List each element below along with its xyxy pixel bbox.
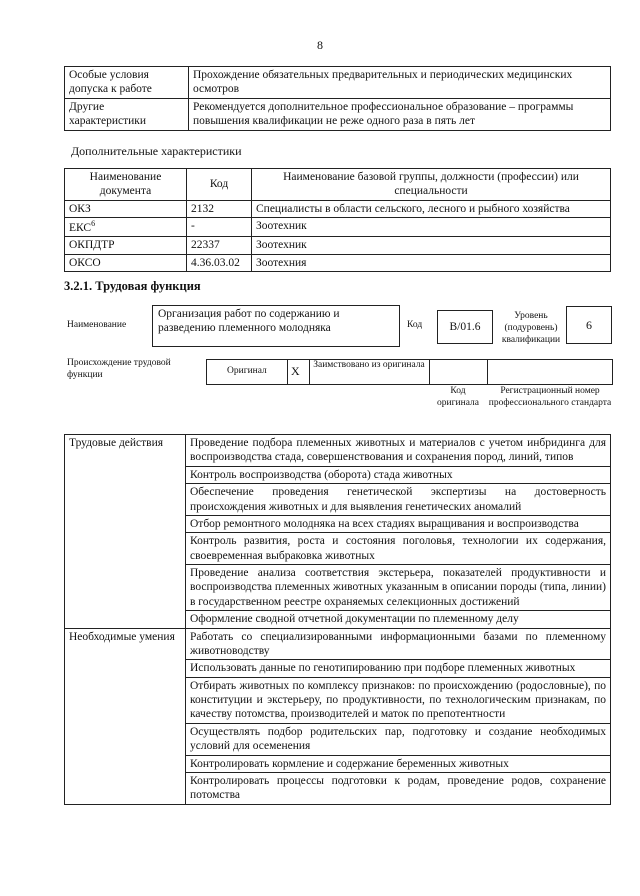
other-label: Другие характеристики — [65, 98, 189, 130]
list-item: Обеспечение проведения генетической экспертизы на достоверность происхождения животных и для выявления генетических аномалий — [186, 484, 611, 516]
section-title: 3.2.1. Трудовая функция — [64, 279, 201, 293]
name-cell: Зоотехник — [252, 218, 611, 237]
code-origin-caption: Код оригинала — [437, 386, 479, 408]
additional-table — [64, 168, 611, 272]
code-cell: - — [187, 218, 252, 237]
list-item: Контролировать кормление и содержание беременных животных — [186, 755, 611, 772]
code-value: B/01.6 — [449, 321, 481, 333]
list-item: Контролировать процессы подготовки к родам, проведение родов, сохранение потомства — [186, 772, 611, 804]
list-item: Отбирать животных по комплексу признаков: по происхождению (родословные), по конституции и экстерьеру, по продуктивности, по технологическим признакам, по качеству потомства, производителей и маток по препотентности — [186, 677, 611, 723]
list-item: Оформление сводной отчетной документации по племенному делу — [186, 611, 611, 628]
code-label: Код — [407, 320, 423, 330]
code-cell: 4.36.03.02 — [187, 254, 252, 271]
header-document: Наименование документа — [65, 169, 187, 201]
list-item: Осуществлять подбор родительских пар, подготовку и создание необходимых условий для осеменения — [186, 723, 611, 755]
doc-cell: ОКПДТР — [65, 237, 187, 254]
actions-label: Трудовые действия — [65, 435, 186, 629]
name-cell: Зоотехния — [252, 254, 611, 271]
list-item: Отбор ремонтного молодняка на всех стадиях выращивания и воспроизводства — [186, 515, 611, 532]
table-row — [65, 98, 611, 130]
other-value: Рекомендуется дополнительное профессиональное образование – программы повышения квалификации не реже одного раза в пять лет — [189, 98, 611, 130]
conditions-label: Особые условия допуска к работе — [65, 67, 189, 99]
code-cell: 2132 — [187, 200, 252, 217]
code-box — [437, 310, 493, 344]
list-item: Использовать данные по генотипированию при подборе племенных животных — [186, 660, 611, 677]
additional-title: Дополнительные характеристики — [71, 144, 242, 158]
conditions-value: Прохождение обязательных предварительных и периодических медицинских осмотров — [189, 67, 611, 99]
origin-box — [206, 359, 613, 385]
doc-cell: ОКСО — [65, 254, 187, 271]
table-row — [65, 254, 611, 271]
table-header-row — [65, 169, 611, 201]
labor-table — [64, 434, 611, 805]
doc-cell — [65, 218, 187, 237]
footnote-mark: 6 — [91, 219, 96, 229]
level-label: Уровень (подуровень) квалификации — [501, 311, 561, 345]
function-name-box — [152, 305, 400, 347]
reg-number-caption: Регистрационный номер профессионального стандарта — [488, 386, 612, 408]
name-label: Наименование — [67, 320, 127, 330]
header-name: Наименование базовой группы, должности (профессии) или специальности — [252, 169, 611, 201]
doc-cell: ОКЗ — [65, 200, 187, 217]
original-mark: X — [291, 364, 300, 378]
code-cell: 22337 — [187, 237, 252, 254]
level-value: 6 — [586, 318, 592, 332]
conditions-table — [64, 66, 611, 131]
list-item: Контроль развития, роста и состояния поголовья, технологии их содержания, своевременная выбраковка животных — [186, 533, 611, 565]
skills-label: Необходимые умения — [65, 628, 186, 804]
borrowed-label: Заимствовано из оригинала — [313, 360, 425, 370]
level-box — [566, 306, 612, 344]
table-row — [65, 628, 611, 660]
header-code: Код — [187, 169, 252, 201]
list-item: Проведение анализа соответствия экстерьера, показателей продуктивности и воспроизводства племенных животных указанным в описании породы (типа, линии) в государственном реестре охраняемых селекционных достижений — [186, 565, 611, 611]
list-item: Работать со специализированными информационными базами по племенному животноводству — [186, 628, 611, 660]
table-row — [65, 67, 611, 99]
table-row — [65, 435, 611, 467]
function-name: Организация работ по содержанию и разведению племенного молодняка — [158, 308, 340, 335]
table-row — [65, 200, 611, 217]
table-row — [65, 237, 611, 254]
name-cell: Специалисты в области сельского, лесного и рыбного хозяйства — [252, 200, 611, 217]
list-item: Проведение подбора племенных животных и материалов с учетом инбридинга для воспроизводства стада, совершенствования и сохранения пород, линий, типов — [186, 435, 611, 467]
page-number: 8 — [317, 38, 323, 52]
name-cell: Зоотехник — [252, 237, 611, 254]
original-label: Оригинал — [227, 366, 267, 376]
origin-label: Происхождение трудовой функции — [67, 358, 171, 380]
list-item: Контроль воспроизводства (оборота) стада животных — [186, 466, 611, 483]
doc-text: ЕКС — [69, 221, 92, 234]
table-row — [65, 218, 611, 237]
